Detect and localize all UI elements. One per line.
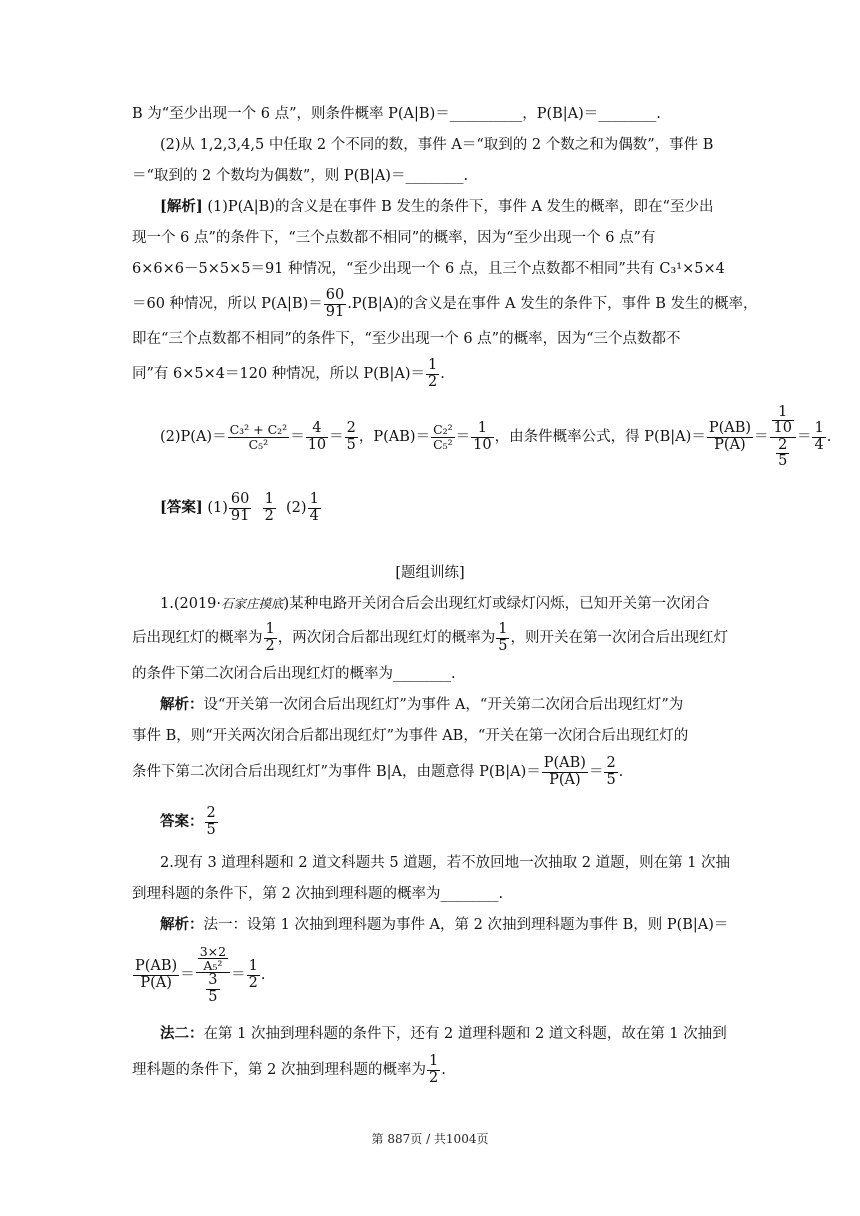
text-line: 即在“三个点数都不相同”的条件下，“至少出现一个 6 点”的概率，因为“三个点数都不 [132,331,681,347]
fraction: $\frac{P(AB)}{P(A)}$ [135,958,178,991]
fraction: $\frac{P(AB)}{P(A)}$ [708,420,752,453]
text-line: 同”有 6×5×4＝120 种情况，所以 P(B|A)＝ $\frac{1}{2}$ . [132,357,445,390]
text-line: 事件 B，则“开关两次闭合后都出现红灯”为事件 AB，“开关在第一次闭合后出现红灯的 [132,728,689,744]
fraction: $\frac{1}{10}$ [473,420,492,453]
text-line: 解析：法一：设第 1 次抽到理科题为事件 A，第 2 次抽到理科题为事件 B，则 P(B|A)＝ [160,916,729,933]
text-line [132,284,757,324]
text-line: B 为“至少出现一个 6 点”，则条件概率 P(A|B)＝__________，P(B|A)＝________. [132,106,661,122]
analysis-tag: [解析] [160,198,203,215]
text-span: .P(B|A)的含义是在事件 A 发生的条件下，事件 B 发生的概率， [347,296,758,312]
text-line: 条件下第二次闭合后出现红灯”为事件 B|A，由题意得 P(B|A)＝ $\frac{P(AB)}{P(A)}$ ＝ $\frac{2}{5}$ . [132,755,624,788]
fraction: $\frac{2}{5}$ [606,755,616,788]
text-span: (2)P(A)＝ [160,429,227,445]
text-line: 法二：在第 1 次抽到理科题的条件下，还有 2 道理科题和 2 道文科题，故在第 1 次抽到 [160,1025,727,1042]
math-line: (2)P(A)＝ $\frac{\text{C₃² + C₂²}}{\text{C₅²}}$ ＝ $\frac{4}{10}$ ＝ $\frac{2}{5}$ ，P(AB)＝ $\frac{\text{C₂²}}{\text{C₅²}}$ ＝ $\frac{1}{10}$ ，由条件概率公式，得 P(B|A)＝ $\frac{P(AB)}{P(A)}$ ＝ $\frac{\frac{1}{10}}{\frac{2}{5}}$ ＝ $\frac{1}{4}$ . [160,404,832,469]
answer-line [160,802,219,842]
analysis-tag: 解析： [160,916,204,933]
fraction: $\frac{1}{2}$ [427,357,438,390]
text-line: 到理科题的条件下，第 2 次抽到理科题的概率为________. [132,886,504,902]
analysis-tag: 解析： [160,696,204,713]
text-line: 解析：设“开关第一次闭合后出现红灯”为事件 A，“开关第二次闭合后出现红灯”为 [160,696,684,713]
text-line: 的条件下第二次闭合后出现红灯的概率为________. [132,666,456,682]
text-line: 后出现红灯的概率为 $\frac{1}{2}$ ，两次闭合后都出现红灯的概率为 $\frac{1}{5}$ ，则开关在第一次闭合后出现红灯 [132,621,728,654]
fraction: $\frac{2}{5}$ [206,805,216,838]
text-line: 6×6×6－5×5×5＝91 种情况，“至少出现一个 6 点，且三个点数都不相同”共有 C₃¹×5×4 [132,261,725,277]
text-line [160,197,713,217]
text-line: 1.(2019·石家庄摸底)某种电路开关闭合后会出现红灯或绿灯闪烁，已知开关第一次闭合 [160,596,710,612]
fraction: $\frac{60}{91}$ [230,491,250,524]
math-line: $\frac{P(AB)}{P(A)}$ ＝ $\frac{\frac{3\times 2}{\text{A₅²}}}{\frac{3}{5}}$ ＝ $\frac{1}{2}$ . [135,944,266,1005]
text-line: 现一个 6 点”的条件下，“三个点数都不相同”的概率，因为“至少出现一个 6 点”有 [132,230,656,246]
compound-fraction: $\frac{\frac{1}{10}}{\frac{2}{5}}$ [770,405,796,469]
fraction: $\frac{\text{C₃² + C₂²}}{\text{C₅²}}$ [229,422,288,452]
fraction: $\frac{1}{2}$ [264,491,274,524]
text-span: 同”有 6×5×4＝120 种情况，所以 P(B|A)＝ [132,366,425,382]
fraction: $\frac{1}{4}$ [814,420,824,453]
fraction: $\frac{1}{2}$ [428,1053,439,1086]
fraction: $\frac{1}{2}$ [265,621,275,654]
fraction: $\frac{1}{5}$ [498,621,508,654]
text-span: (1)P(A|B)的含义是在事件 B 发生的条件下，事件 A 发生的概率，即在“至少出 [207,199,714,215]
page-footer: 第 887页 / 共1004页 [371,1132,489,1146]
text-line: ＝“取到的 2 个数均为偶数”，则 P(B|A)＝________. [132,168,469,184]
answer-tag: 答案： [160,813,204,830]
fraction: $\frac{4}{10}$ [307,420,327,453]
fraction: $\frac{P(AB)}{P(A)}$ [543,755,586,788]
section-heading: [题组训练] [395,565,465,581]
source-tag: 石家庄摸底 [221,596,284,611]
answer-line: [答案] (1) $\frac{60}{91}$ $\frac{1}{2}$ (2) $\frac{1}{4}$ [160,491,319,524]
text-span: ，P(AB)＝ [358,429,431,445]
text-line: 2.现有 3 道理科题和 2 道文科题共 5 道题，若不放回地一次抽取 2 道题，则在第 1 次抽 [160,855,731,871]
compound-fraction: $\frac{\frac{3\times 2}{\text{A₅²}}}{\frac{3}{5}}$ [196,945,230,1005]
text-line: (2)从 1,2,3,4,5 中任取 2 个不同的数，事件 A＝“取到的 2 个数之和为偶数”，事件 B [160,137,714,153]
text-span: ，由条件概率公式，得 P(B|A)＝ [494,429,706,445]
fraction: $\frac{1}{2}$ [248,958,258,991]
fraction: $\frac{\text{C₂²}}{\text{C₅²}}$ [433,422,453,452]
text-line: 理科题的条件下，第 2 次抽到理科题的概率为 $\frac{1}{2}$ . [132,1053,446,1086]
method-tag: 法二： [160,1025,204,1042]
answer-tag: [答案] [160,499,203,516]
fraction: $\frac{2}{5}$ [346,420,356,453]
text-span: ＝60 种情况，所以 P(A|B)＝ [132,296,323,312]
fraction: $\frac{60}{91}$ [325,287,345,320]
fraction: $\frac{1}{4}$ [309,491,319,524]
